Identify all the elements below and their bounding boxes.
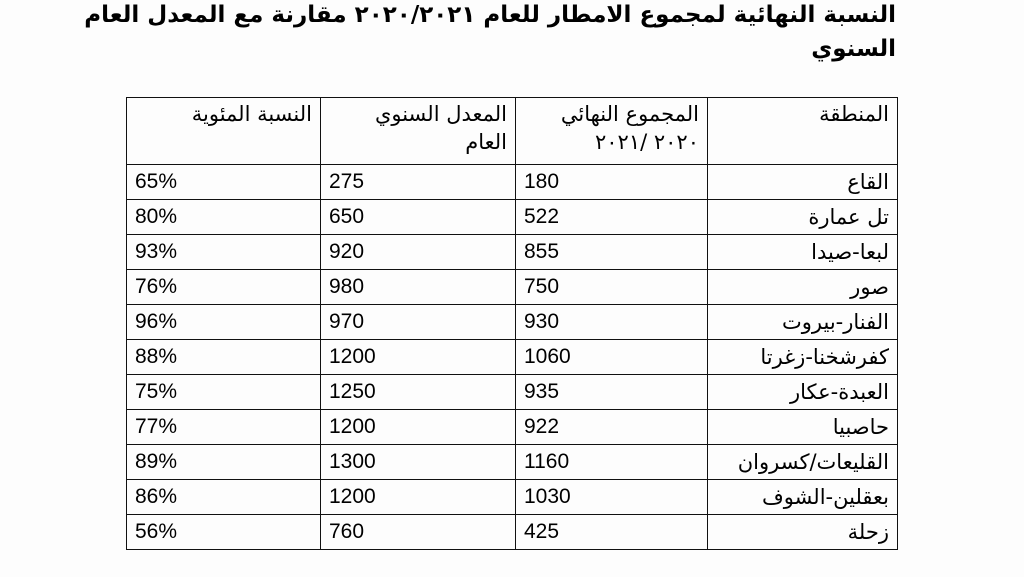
- cell-average: 1300: [321, 445, 516, 480]
- cell-region: بعقلين-الشوف: [708, 480, 898, 515]
- cell-percentage: 80%: [127, 200, 321, 235]
- cell-average: 970: [321, 305, 516, 340]
- header-average-line-2: العام: [465, 130, 507, 154]
- cell-percentage: 93%: [127, 235, 321, 270]
- header-total-line-1: المجموع النهائي: [560, 102, 699, 126]
- cell-percentage: 75%: [127, 375, 321, 410]
- cell-total: 922: [516, 410, 708, 445]
- rainfall-table: [126, 97, 898, 550]
- cell-average: 1200: [321, 410, 516, 445]
- cell-average: 980: [321, 270, 516, 305]
- table-row: [127, 235, 898, 270]
- header-total: [516, 98, 708, 165]
- table-row: [127, 200, 898, 235]
- cell-percentage: 76%: [127, 270, 321, 305]
- header-total-line-2: ٢٠٢٠ /٢٠٢١: [594, 130, 699, 154]
- document-title: [84, 0, 896, 66]
- header-region-label: المنطقة: [819, 102, 889, 126]
- cell-total: 522: [516, 200, 708, 235]
- cell-total: 1030: [516, 480, 708, 515]
- cell-total: 1160: [516, 445, 708, 480]
- table-row: [127, 410, 898, 445]
- cell-region: صور: [708, 270, 898, 305]
- cell-total: 425: [516, 515, 708, 550]
- cell-region: القاع: [708, 165, 898, 200]
- table-row: [127, 515, 898, 550]
- cell-total: 180: [516, 165, 708, 200]
- table-row: [127, 480, 898, 515]
- header-region: [708, 98, 898, 165]
- cell-total: 930: [516, 305, 708, 340]
- table-row: [127, 305, 898, 340]
- cell-region: تل عمارة: [708, 200, 898, 235]
- cell-percentage: 89%: [127, 445, 321, 480]
- table-row: [127, 375, 898, 410]
- table-row: [127, 340, 898, 375]
- cell-percentage: 65%: [127, 165, 321, 200]
- cell-region: القليعات/كسروان: [708, 445, 898, 480]
- cell-percentage: 77%: [127, 410, 321, 445]
- cell-region: لبعا-صيدا: [708, 235, 898, 270]
- cell-region: كفرشخنا-زغرتا: [708, 340, 898, 375]
- table-row: [127, 165, 898, 200]
- cell-average: 1250: [321, 375, 516, 410]
- cell-percentage: 86%: [127, 480, 321, 515]
- cell-region: الفنار-بيروت: [708, 305, 898, 340]
- cell-percentage: 56%: [127, 515, 321, 550]
- cell-average: 275: [321, 165, 516, 200]
- header-average-line-1: المعدل السنوي: [374, 102, 507, 126]
- cell-region: العبدة-عكار: [708, 375, 898, 410]
- table-header-row: [127, 98, 898, 165]
- header-percentage: [127, 98, 321, 165]
- table-row: [127, 445, 898, 480]
- header-average: [321, 98, 516, 165]
- cell-total: 1060: [516, 340, 708, 375]
- cell-total: 855: [516, 235, 708, 270]
- cell-percentage: 88%: [127, 340, 321, 375]
- header-percentage-label: النسبة المئوية: [191, 102, 312, 126]
- cell-average: 920: [321, 235, 516, 270]
- cell-average: 760: [321, 515, 516, 550]
- title-line-2: السنوي: [811, 36, 896, 62]
- cell-average: 1200: [321, 340, 516, 375]
- cell-total: 750: [516, 270, 708, 305]
- cell-percentage: 96%: [127, 305, 321, 340]
- table-row: [127, 270, 898, 305]
- cell-average: 650: [321, 200, 516, 235]
- cell-region: زحلة: [708, 515, 898, 550]
- cell-total: 935: [516, 375, 708, 410]
- title-line-1: النسبة النهائية لمجموع الامطار للعام ٢٠٢٠/٢٠٢١ مقارنة مع المعدل العام: [84, 2, 896, 28]
- cell-average: 1200: [321, 480, 516, 515]
- cell-region: حاصبيا: [708, 410, 898, 445]
